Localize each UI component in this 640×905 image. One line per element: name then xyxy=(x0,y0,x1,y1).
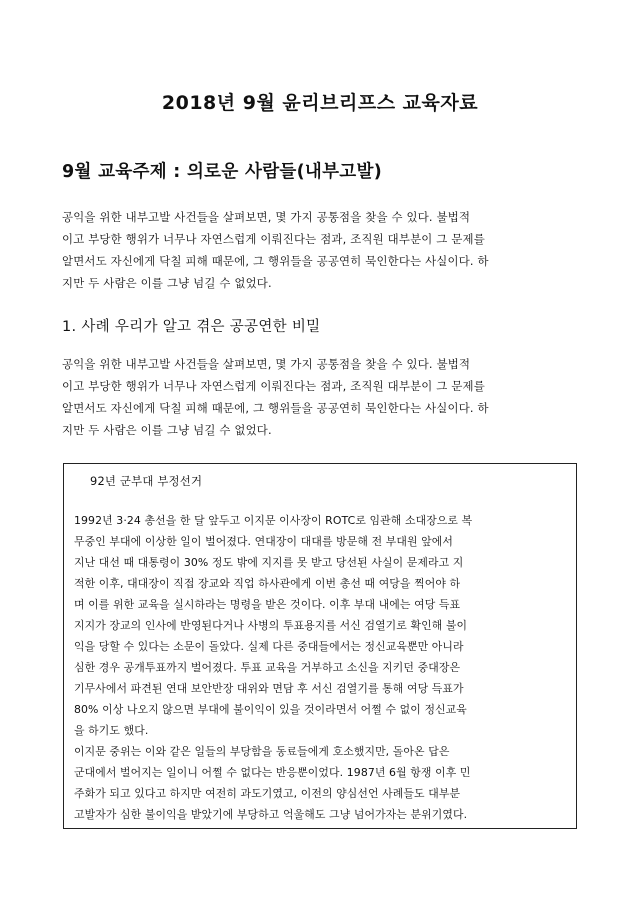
case-study-box xyxy=(63,463,577,829)
case-line: 주화가 되고 있다고 하지만 여전히 과도기였고, 이전의 양심선언 사례들도 대부분 xyxy=(74,787,461,800)
case-line: 군대에서 벌어지는 일이니 어쩔 수 없다는 반응뿐이었다. 1987년 6월 항쟁 이후 민 xyxy=(74,766,471,779)
case-line: 을 하기도 했다. xyxy=(74,724,149,737)
case-line: 고발자가 심한 불이익을 받았기에 부당하고 억울해도 그냥 넘어가자는 분위기였다. xyxy=(74,808,468,821)
section-1-paragraph xyxy=(62,353,580,441)
section-1-line: 지만 두 사람은 이를 그냥 넘길 수 없었다. xyxy=(62,423,272,437)
section-1-line: 공익을 위한 내부고발 사건들을 살펴보면, 몇 가지 공통점을 찾을 수 있다. 불법적 xyxy=(62,357,471,371)
case-study-title: 92년 군부대 부정선거 xyxy=(90,474,203,488)
intro-line: 지만 두 사람은 이를 그냥 넘길 수 없었다. xyxy=(62,276,272,290)
case-line: 80% 이상 나오지 않으면 부대에 불이익이 있을 것이라면서 어쩔 수 없이 정신교육 xyxy=(74,703,467,716)
intro-line: 알면서도 자신에게 닥칠 피해 때문에, 그 행위들을 공공연히 묵인한다는 사실이다. 하 xyxy=(62,254,489,268)
case-line: 심한 경우 공개투표까지 벌어졌다. 투표 교육을 거부하고 소신을 지키던 중대장은 xyxy=(74,661,461,674)
intro-paragraph xyxy=(62,206,580,294)
case-line: 며 이를 위한 교육을 실시하라는 명령을 받은 것이다. 이후 부대 내에는 여당 득표 xyxy=(74,598,461,611)
intro-line: 공익을 위한 내부고발 사건들을 살펴보면, 몇 가지 공통점을 찾을 수 있다. 불법적 xyxy=(62,210,471,224)
case-line: 적한 이후, 대대장이 직접 장교와 직업 하사관에게 이번 총선 때 여당을 찍어야 하 xyxy=(74,577,461,590)
case-line: 지지가 장교의 인사에 반영된다거나 사병의 투표용지를 서신 검열기로 확인해 불이 xyxy=(74,619,468,632)
case-line: 지난 대선 때 대통령이 30% 정도 밖에 지지를 못 받고 당선된 사실이 문제라고 지 xyxy=(74,556,464,569)
case-line: 이지문 중위는 이와 같은 일들의 부당함을 동료들에게 호소했지만, 돌아온 답은 xyxy=(74,745,450,758)
case-line: 기무사에서 파견된 연대 보안반장 대위와 면담 후 서신 검열기를 통해 여당 득표가 xyxy=(74,682,464,695)
section-1-line: 이고 부당한 행위가 너무나 자연스럽게 이뤄진다는 점과, 조직원 대부분이 그 문제를 xyxy=(62,379,485,393)
case-study-body xyxy=(74,510,568,825)
case-line: 1992년 3·24 총선을 한 달 앞두고 이지문 이사장이 ROTC로 임관해 소대장으로 복 xyxy=(74,514,473,527)
case-line: 익을 당할 수 있다는 소문이 돌았다. 실제 다른 중대들에서는 정신교육뿐만 아니라 xyxy=(74,640,464,653)
section-1-heading: 1. 사례 우리가 알고 겪은 공공연한 비밀 xyxy=(62,319,321,335)
document-title: 2018년 9월 윤리브리프스 교육자료 xyxy=(161,92,479,114)
education-topic-heading: 9월 교육주제 : 의로운 사람들(내부고발) xyxy=(62,162,383,182)
section-1-line: 알면서도 자신에게 닥칠 피해 때문에, 그 행위들을 공공연히 묵인한다는 사실이다. 하 xyxy=(62,401,489,415)
intro-line: 이고 부당한 행위가 너무나 자연스럽게 이뤄진다는 점과, 조직원 대부분이 그 문제를 xyxy=(62,232,485,246)
case-line: 무중인 부대에 이상한 일이 벌어졌다. 연대장이 대대를 방문해 전 부대원 앞에서 xyxy=(74,535,454,548)
